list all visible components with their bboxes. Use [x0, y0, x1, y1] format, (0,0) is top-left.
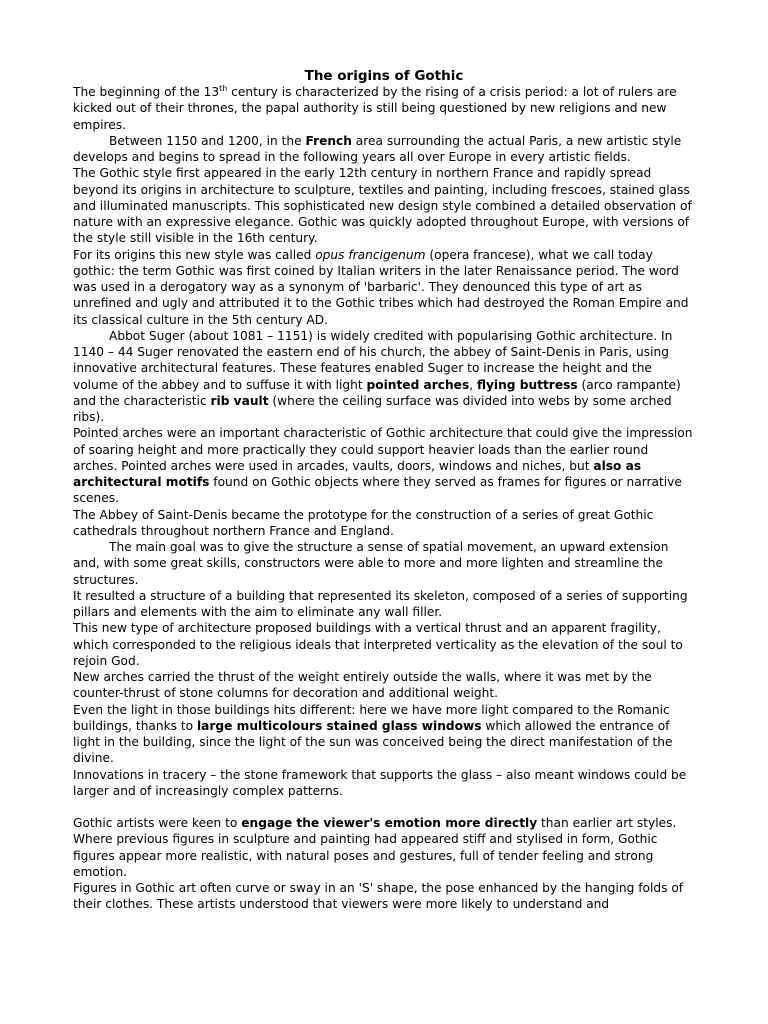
text-run: century is characterized by the rising of a crisis period: a lot of rulers are kicked out of their thrones, the papal authority is still being questioned by new religions and new empires.	[73, 85, 677, 132]
paragraph-tracery: Innovations in tracery – the stone framework that supports the glass – also meant windows could be larger and of increasingly complex patterns.	[73, 767, 687, 798]
page-title: The origins of Gothic	[304, 68, 464, 84]
text-run: Between 1150 and 1200, in the	[109, 133, 306, 148]
paragraph-saint-denis: The Abbey of Saint-Denis became the prototype for the construction of a series of great Gothic cathedrals throughout northern France and England.	[73, 507, 654, 538]
paragraph-new-arches: New arches carried the thrust of the weight entirely outside the walls, where it was met by the counter-thrust of stone columns for decoration and additional weight.	[73, 670, 652, 701]
bold-text: large multicolours stained glass windows	[197, 718, 482, 733]
paragraph-vertical-thrust: This new type of architecture proposed buildings with a vertical thrust and an apparent fragility, which corresponded to the religious ideals that interpreted verticality as the elevation of the soul to rejoin God.	[73, 621, 683, 668]
text-run: which allowed the entrance of light in the building, since the light of the sun was conceived being the direct manifestation of the divine.	[73, 718, 673, 766]
paragraph-realistic-figures: Where previous figures in sculpture and painting had appeared stiff and stylised in form, Gothic figures appear more realistic, with natural poses and gestures, full of tender feeling and strong emotion.	[73, 832, 658, 879]
paragraph-abbot-suger	[73, 328, 695, 426]
paragraph-skeleton: It resulted a structure of a building that represented its skeleton, composed of a series of supporting pillars and elements with the aim to eliminate any wall filler.	[73, 588, 688, 619]
text-run: area surrounding the actual Paris, a new artistic style develops and begins to spread in the following years all over Europe in every artistic fields.	[73, 133, 682, 164]
text-run: For its origins this new style was called	[73, 247, 316, 262]
paragraph-13th-century	[73, 84, 695, 133]
text-run: found on Gothic objects where they served as frames for figures or narrative scenes.	[73, 475, 682, 506]
bold-text: also as architectural motifs	[73, 458, 642, 489]
bold-text: engage the viewer's emotion more directly	[241, 816, 538, 830]
text-run: Pointed arches were an important characteristic of Gothic architecture that could give the impression of soaring height and more practically they could support heavier loads than the earlier round arches. Pointed arches were used in arcades, vaults, doors, windows and niches, but	[73, 426, 693, 473]
text-run: (arco rampante) and the characteristic	[73, 377, 681, 408]
paragraph-viewer-emotion	[73, 815, 695, 831]
text-run: The beginning of the 13	[73, 85, 220, 99]
paragraph-opus-francigenum	[73, 247, 695, 328]
paragraph-gothic-style: The Gothic style first appeared in the early 12th century in northern France and rapidly spread beyond its origins in architecture to sculpture, textiles and painting, including frescoes, stained glass and illuminated manuscripts. This sophisticated new design style combined a detailed observation of nature with an expressive elegance. Gothic was quickly adopted throughout Europe, with versions of the style still visible in the 16th century.	[73, 166, 692, 246]
text-run: Gothic artists were keen to	[73, 816, 242, 830]
text-run: Abbot Suger (about 1081 – 1151) is widely credited with popularising Gothic architecture. In 1140 – 44 Suger renovated the eastern end of his church, the abbey of Saint-Denis in Paris, using innovative architectural features. These features enabled Suger to increase the height and the volume of the abbey and to suffuse it with light	[73, 328, 673, 392]
text-run: Even the light in those buildings hits different: here we have more light compared to the Romanic buildings, thanks to	[73, 702, 670, 733]
bold-text: French	[305, 133, 352, 148]
italic-text: opus francigenum	[315, 247, 426, 262]
bold-text: rib vault	[210, 393, 269, 408]
text-run: than earlier art styles.	[537, 816, 677, 830]
paragraph-main-goal: The main goal was to give the structure a sense of spatial movement, an upward extension and, with some great skills, constructors were able to more and more lighten and streamline the structures.	[73, 540, 669, 587]
text-run: ,	[469, 377, 477, 392]
text-run: (where the ceiling surface was divided into webs by some arched ribs).	[73, 393, 672, 424]
paragraph-s-shape: Figures in Gothic art often curve or sway in an 'S' shape, the pose enhanced by the hanging folds of their clothes. These artists understood that viewers were more likely to understand and	[73, 881, 684, 912]
bold-text: flying buttress	[476, 377, 578, 392]
paragraph-pointed-arches	[73, 425, 695, 506]
paragraph-light	[73, 702, 695, 767]
document-body	[73, 68, 695, 913]
paragraph-french-area	[73, 133, 695, 166]
text-run: (opera francese), what we call today gothic: the term Gothic was first coined by Italian writers in the later Renaissance period. The word was used in a derogatory way as a synonym of 'barbaric'. They denounced this type of art as unrefined and ugly and attributed it to the Gothic tribes which had destroyed the Roman Empire and its classical culture in the 5th century AD.	[73, 247, 689, 327]
bold-text: pointed arches	[366, 377, 470, 392]
superscript: th	[219, 83, 228, 93]
